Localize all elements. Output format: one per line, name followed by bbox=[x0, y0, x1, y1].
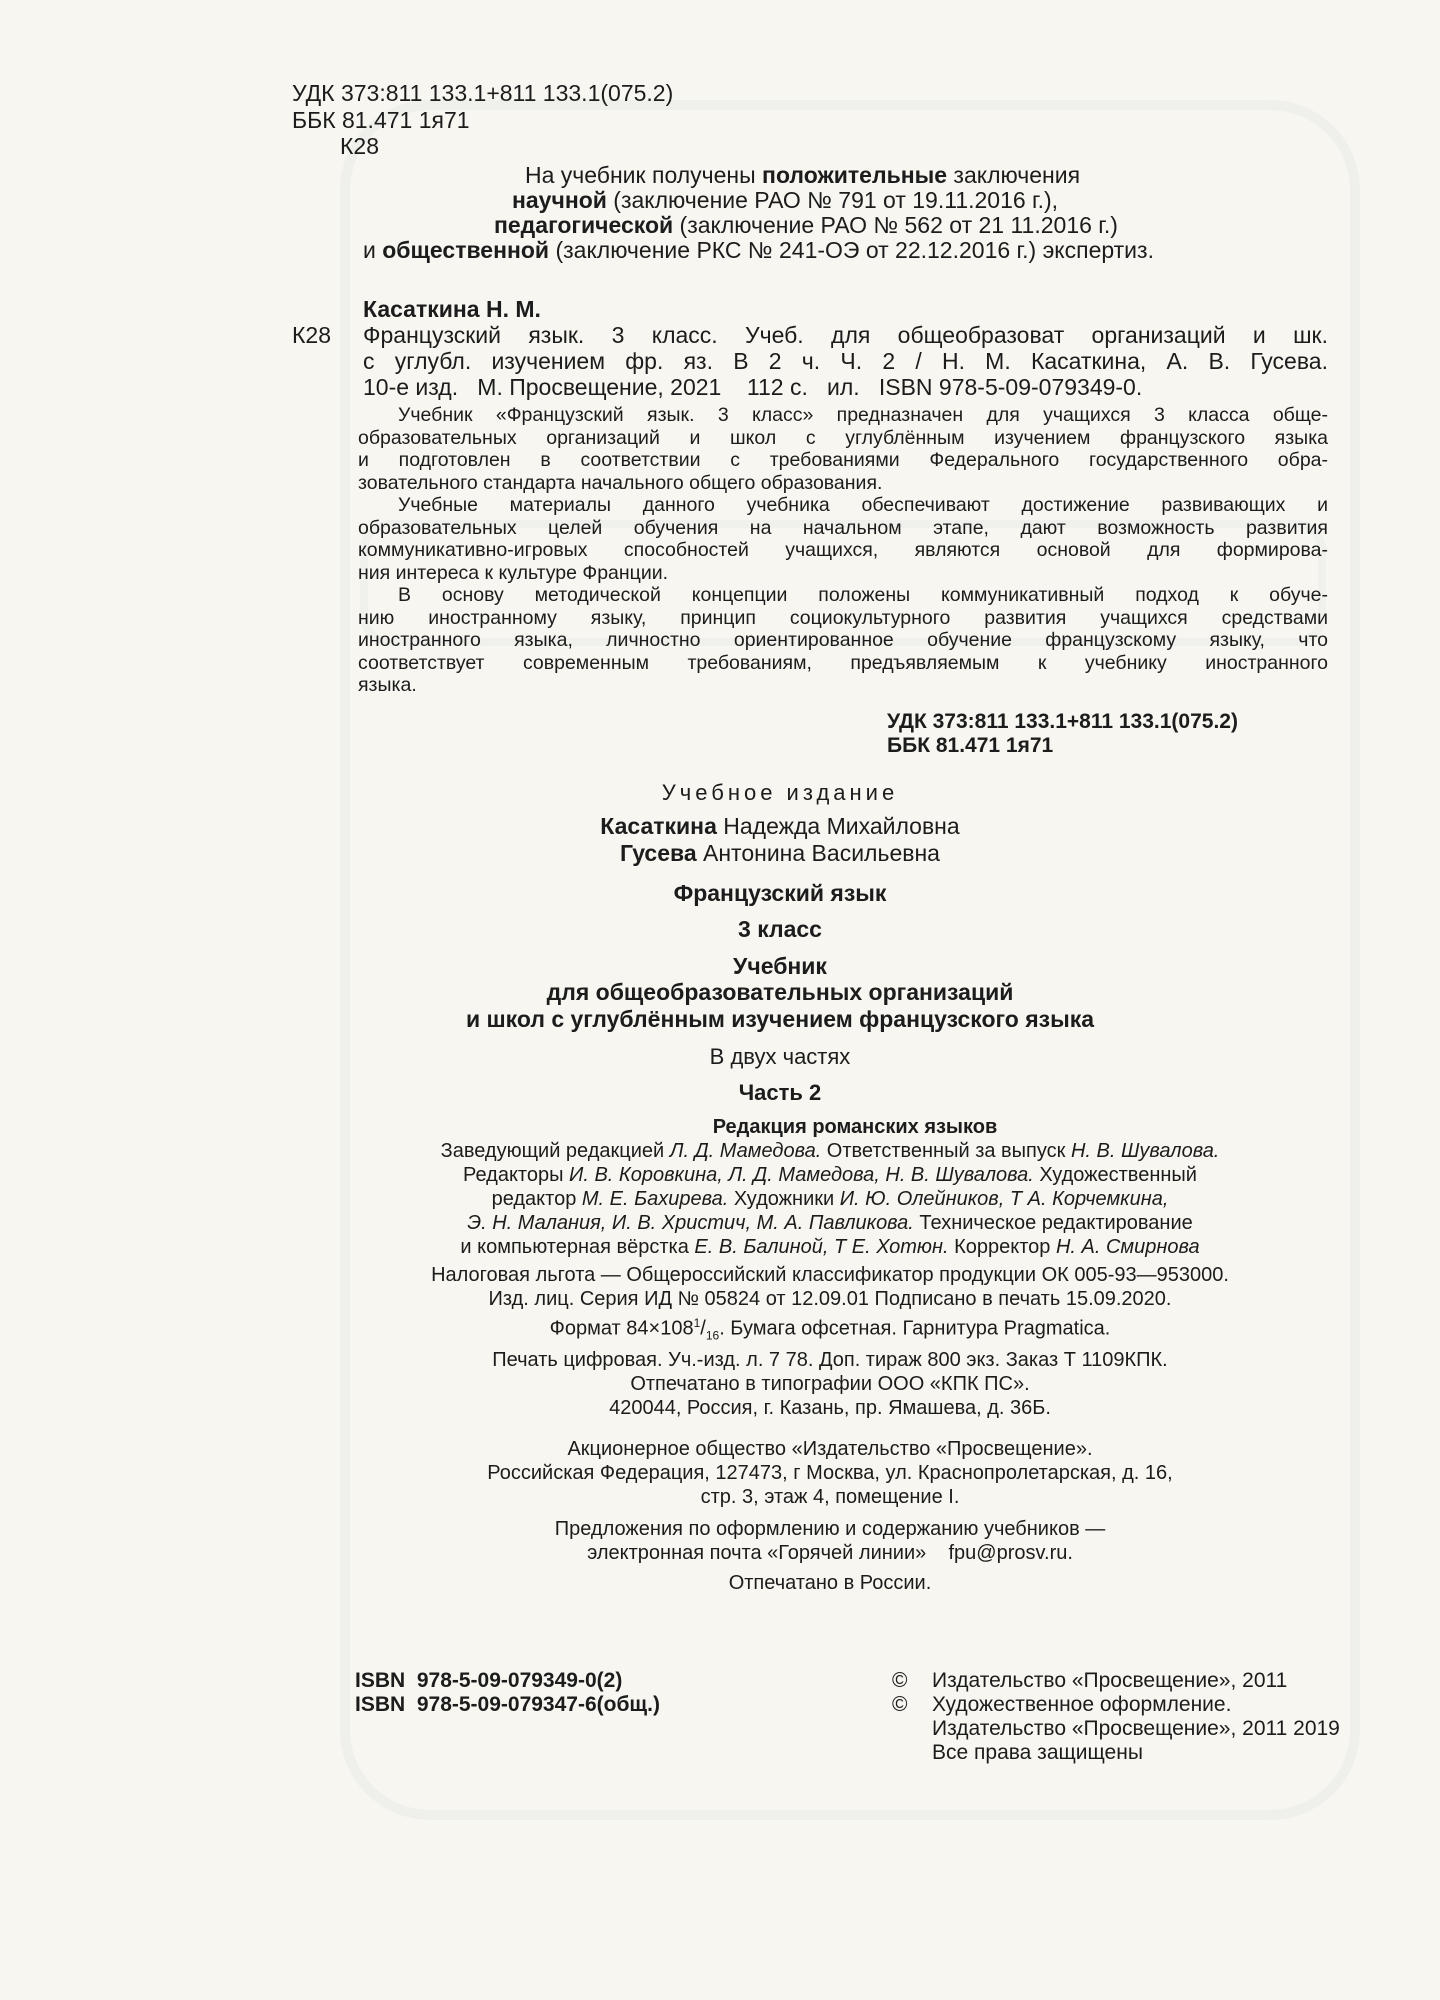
credits-role: Художники bbox=[728, 1188, 840, 1210]
credits-line-3 bbox=[300, 1187, 1360, 1211]
publisher-line: Российская Федерация, 127473, г Москва, ул. Краснопролетарская, д. 16, bbox=[487, 1462, 1173, 1484]
footer-isbn-1: ISBN 978-5-09-079349-0(2) bbox=[355, 1669, 623, 1692]
book-kind: Учебник bbox=[733, 953, 827, 979]
biblio-line-3-text: 10-е изд. М. Просвещение, 2021 112 с. ил. ISBN 978-5-09-079349-0. bbox=[363, 374, 1143, 400]
abstract-line-part: В основу методической концепции положены коммуникативный подход к обуче- bbox=[398, 584, 1328, 606]
credits-line-1 bbox=[300, 1139, 1360, 1163]
credits-person: Н. А. Смирнова bbox=[1055, 1236, 1200, 1258]
abstract-line: образовательных целей обучения на начальном этапе, дают возможность развития bbox=[358, 516, 1328, 539]
abstract-line: иностранного языка, личностно ориентированное обучение французскому языку, что bbox=[358, 629, 1328, 651]
publisher-line: электронная почта «Горячей линии» fpu@prosv.ru. bbox=[587, 1542, 1073, 1564]
author-1-surname: Касаткина bbox=[600, 813, 717, 839]
credits-role: Корректор bbox=[948, 1236, 1056, 1258]
credits-role: Художественный bbox=[1033, 1164, 1197, 1186]
copyright-line-3: Издательство «Просвещение», 2011 2019 bbox=[932, 1717, 1340, 1740]
abstract-line: ния интереса к культуре Франции. bbox=[358, 561, 669, 584]
abstract-line: Учебные материалы данного учебника обеспечивают достижение развивающих и bbox=[398, 494, 1328, 516]
credits-role: Заведующий редакцией bbox=[440, 1140, 670, 1162]
biblio-code: К28 bbox=[292, 322, 331, 348]
abstract-line: соответствует современным требованиям, предъявляемым к учебнику иностранного bbox=[358, 651, 1328, 674]
biblio-author: Касаткина Н. М. bbox=[363, 296, 541, 322]
abstract-udk: УДК 373:811 133.1+811 133.1(075.2) bbox=[887, 710, 1238, 733]
publisher-block bbox=[300, 1437, 1360, 1595]
approval-line-1 bbox=[525, 162, 1080, 188]
abstract-paragraph-1 bbox=[358, 404, 1328, 494]
approval-text: На учебник получены bbox=[525, 162, 763, 188]
abstract-line-part: нию bbox=[358, 606, 395, 629]
imprint-format: Формат 84×108 bbox=[549, 1317, 694, 1340]
biblio-line-2-text: с углубл. изучением фр. яз. В 2 ч. Ч. 2 / Н. М. Касаткина, А. В. Гусева. bbox=[363, 348, 1328, 374]
author-2-name: Антонина Васильевна bbox=[696, 840, 940, 866]
abstract-line: коммуникативно-игровых способностей учащихся, являются основой для формирова- bbox=[358, 539, 1328, 561]
abstract-paragraph-3 bbox=[358, 584, 1328, 697]
abstract-paragraph-2 bbox=[358, 494, 1328, 584]
credits-person: И. Ю. Олейников, Т А. Корчемкина, bbox=[839, 1188, 1169, 1210]
biblio-line-2 bbox=[363, 348, 1328, 374]
footer-isbn-2: ISBN 978-5-09-079347-6(общ.) bbox=[355, 1693, 660, 1716]
imprint-line: Печать цифровая. Уч.-изд. л. 7 78. Доп. тираж 800 экз. Заказ Т 1109КПК. bbox=[492, 1348, 1168, 1371]
credits-person: Н. В. Шувалова. bbox=[1070, 1140, 1220, 1162]
abstract-line bbox=[358, 584, 1328, 607]
approval-text: (заключение РАО № 791 от 19.11.2016 г.), bbox=[606, 187, 1059, 213]
credits-role: Техническое редактирование bbox=[913, 1212, 1193, 1234]
book-part: Часть 2 bbox=[738, 1080, 822, 1105]
author-1 bbox=[330, 813, 1230, 840]
imprint-paper: . Бумага офсетная. Гарнитура Pragmatica. bbox=[719, 1317, 1111, 1340]
abstract-line: Учебник «Французский язык. 3 класс» предназначен для учащихся 3 класса обще- bbox=[398, 404, 1328, 426]
publisher-line: стр. 3, этаж 4, помещение I. bbox=[700, 1486, 960, 1508]
copyright-symbol: © bbox=[892, 1693, 908, 1716]
header-code: К28 bbox=[340, 133, 379, 159]
credits-person: Е. В. Балиной, Т Е. Хотюн. bbox=[694, 1236, 949, 1258]
author-1-name: Надежда Михайловна bbox=[716, 813, 960, 839]
abstract-line: языка. bbox=[358, 674, 417, 696]
imprint-sub: 16 bbox=[705, 1328, 720, 1343]
abstract-line: образовательных организаций и школ с углублённым изучением французского языка bbox=[358, 426, 1328, 449]
author-2-surname: Гусева bbox=[620, 840, 697, 866]
abstract-line-part: иностранному языку, принцип социокультурного развития учащихся средствами bbox=[428, 606, 1329, 629]
copyright-line-1: Издательство «Просвещение», 2011 bbox=[932, 1669, 1288, 1692]
abstract-bbk: ББК 81.471 1я71 bbox=[887, 734, 1054, 757]
book-grade: 3 класс bbox=[738, 916, 822, 942]
imprint-sup: 1 bbox=[693, 1316, 701, 1330]
imprint-line: 420044, Россия, г. Казань, пр. Ямашева, д. 36Б. bbox=[609, 1396, 1051, 1419]
book-subject: Французский язык bbox=[673, 880, 887, 906]
credits-role: редактор bbox=[491, 1188, 582, 1210]
credits-line-2 bbox=[300, 1163, 1360, 1187]
imprint-slash: / bbox=[700, 1317, 706, 1340]
biblio-line-1-text: Французский язык. 3 класс. Учеб. для общеобразоват организаций и шк. bbox=[363, 322, 1328, 348]
approval-text: (заключение РКС № 241-ОЭ от 22.12.2016 г.) экспертиз. bbox=[549, 237, 1154, 263]
approval-text: заключения bbox=[947, 162, 1081, 188]
imprint-block bbox=[300, 1263, 1360, 1420]
approval-text: (заключение РАО № 562 от 21 11.2016 г.) bbox=[673, 212, 1118, 238]
credits-person: И. В. Коровкина, Л. Д. Мамедова, Н. В. Шувалова. bbox=[569, 1164, 1034, 1186]
credits-person: Э. Н. Малания, И. В. Христич, М. А. Павликова. bbox=[467, 1212, 914, 1234]
publisher-line: Предложения по оформлению и содержанию учебников — bbox=[554, 1518, 1106, 1540]
approval-line-3 bbox=[494, 212, 1118, 238]
credits-role: Ответственный за выпуск bbox=[821, 1140, 1071, 1162]
copyright-line-4: Все права защищены bbox=[932, 1741, 1143, 1764]
approval-bold: положительные bbox=[762, 162, 948, 188]
biblio-line-3 bbox=[363, 374, 1328, 400]
approval-bold: педагогической bbox=[494, 212, 674, 238]
approval-text: и bbox=[363, 237, 383, 263]
book-purpose-1: для общеобразовательных организаций bbox=[546, 979, 1014, 1005]
credits-line-5 bbox=[300, 1235, 1360, 1259]
approval-line-4 bbox=[363, 237, 1154, 263]
credits-block bbox=[300, 1115, 1360, 1259]
edition-type: Учебное издание bbox=[661, 780, 899, 805]
publisher-line: Акционерное общество «Издательство «Просвещение». bbox=[567, 1438, 1093, 1460]
book-purpose-2: и школ с углублённым изучением французского языка bbox=[465, 1006, 1095, 1032]
copyright-line-2: Художественное оформление. bbox=[932, 1693, 1232, 1716]
credits-dept: Редакция романских языков bbox=[712, 1116, 998, 1138]
header-udk: УДК 373:811 133.1+811 133.1(075.2) bbox=[292, 80, 674, 106]
approval-line-2 bbox=[512, 187, 1058, 213]
abstract-line: и подготовлен в соответствии с требованиями Федерального государственного обра- bbox=[358, 449, 1328, 471]
imprint-line: Отпечатано в типографии ООО «КПК ПС». bbox=[630, 1372, 1030, 1395]
credits-person: Л. Д. Мамедова. bbox=[669, 1140, 822, 1162]
header-bbk: ББК 81.471 1я71 bbox=[292, 107, 470, 133]
imprint-line: Изд. лиц. Серия ИД № 05824 от 12.09.01 Подписано в печать 15.09.2020. bbox=[488, 1288, 1172, 1310]
approval-bold: научной bbox=[512, 187, 607, 213]
credits-line-4 bbox=[300, 1211, 1360, 1235]
approval-bold: общественной bbox=[382, 237, 550, 263]
author-2 bbox=[330, 840, 1230, 867]
credits-person: М. Е. Бахирева. bbox=[581, 1188, 729, 1210]
biblio-line-1 bbox=[363, 322, 1328, 348]
copyright-symbol: © bbox=[892, 1669, 908, 1692]
abstract-line bbox=[358, 607, 1328, 630]
credits-role: и компьютерная вёрстка bbox=[460, 1236, 695, 1258]
book-parts: В двух частях bbox=[709, 1044, 851, 1069]
abstract-line: зовательного стандарта начального общего образования. bbox=[358, 471, 883, 494]
credits-role: Редакторы bbox=[463, 1164, 570, 1186]
publisher-line: Отпечатано в России. bbox=[728, 1572, 932, 1594]
imprint-line: Налоговая льгота — Общероссийский классификатор продукции ОК 005-93—953000. bbox=[431, 1264, 1229, 1286]
imprint-line bbox=[300, 1311, 1360, 1348]
